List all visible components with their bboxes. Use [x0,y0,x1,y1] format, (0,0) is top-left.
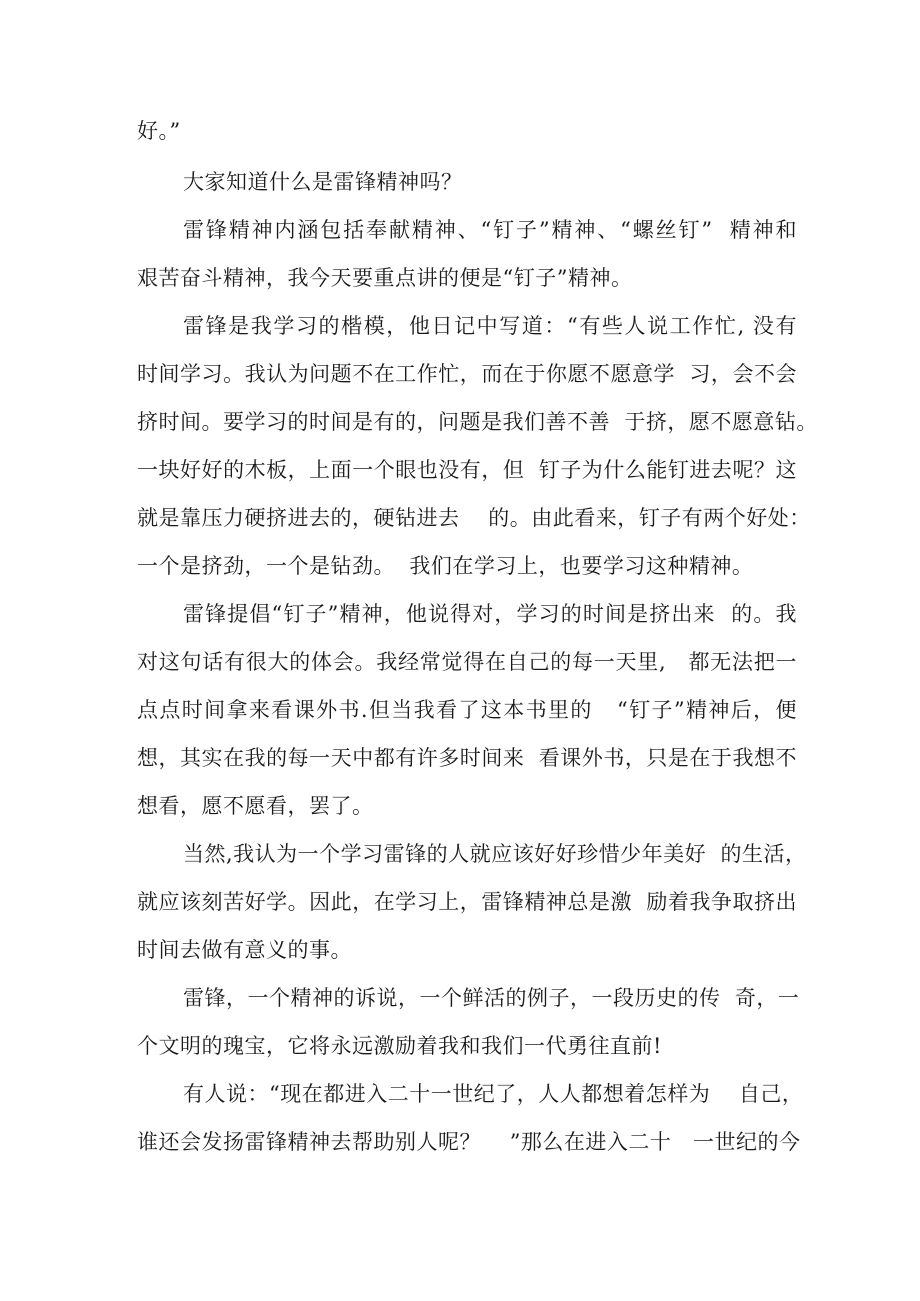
text-line: 时间学习。我认为问题不在工作忙，而在于你愿不愿意学 习，会不会 [137,362,797,386]
text-line: 想看，愿不愿看，罢了。 [137,794,374,818]
text-line: 好。” [137,119,181,143]
text-line: 时间去做有意义的事。 [137,938,352,962]
text-line: 艰苦奋斗精神，我今天要重点讲的便是“钉子”精神。 [137,266,633,290]
text-line: 一块好好的木板，上面一个眼也没有，但 钉子为什么能钉进去呢？这 [137,458,797,482]
text-line: 雷锋，一个精神的诉说，一个鲜活的例子，一段历史的传 奇，一 [183,986,800,1010]
text-line: 想，其实在我的每一天中都有许多时间来 看课外书，只是在于我想不 [137,746,797,770]
text-line: 一个是挤劲，一个是钻劲。 我们在学习上，也要学习这种精神。 [137,554,754,578]
text-line: 大家知道什么是雷锋精神吗？ [183,170,463,194]
text-line: 有人说：“现在都进入二十一世纪了，人人都想着怎样为 自己， [183,1082,804,1106]
text-line: 对这句话有很大的体会。我经常觉得在自己的每一天里, 都无法把一 [137,650,797,674]
text-line: 点点时间拿来看课外书.但当我看了这本书里的 “钉子”精神后，便 [137,698,797,722]
text-line: 谁还会发扬雷锋精神去帮助别人呢？ ”那么在进入二十 一世纪的今 [137,1130,801,1154]
text-line: 就是靠压力硬挤进去的，硬钻进去 的。由此看来，钉子有两个好处： [137,506,811,530]
text-line: 就应该刻苦好学。因此，在学习上，雷锋精神总是激 励着我争取挤出 [137,890,797,914]
text-line: 挤时间。要学习的时间是有的，问题是我们善不善 于挤，愿不愿意钻。 [137,410,818,434]
text-line: 雷锋提倡“钉子”精神，他说得对，学习的时间是挤出来 的。我 [183,602,797,626]
text-line: 当然,我认为一个学习雷锋的人就应该好好珍惜少年美好 的生活， [183,842,807,866]
text-line: 雷锋是我学习的楷模，他日记中写道：“有些人说工作忙, 没有 [183,314,797,338]
text-line: 雷锋精神内涵包括奉献精神、“钉子”精神、“螺丝钉” 精神和 [183,218,797,242]
text-line: 个文明的瑰宝，它将永远激励着我和我们一代勇往直前! [137,1034,662,1058]
